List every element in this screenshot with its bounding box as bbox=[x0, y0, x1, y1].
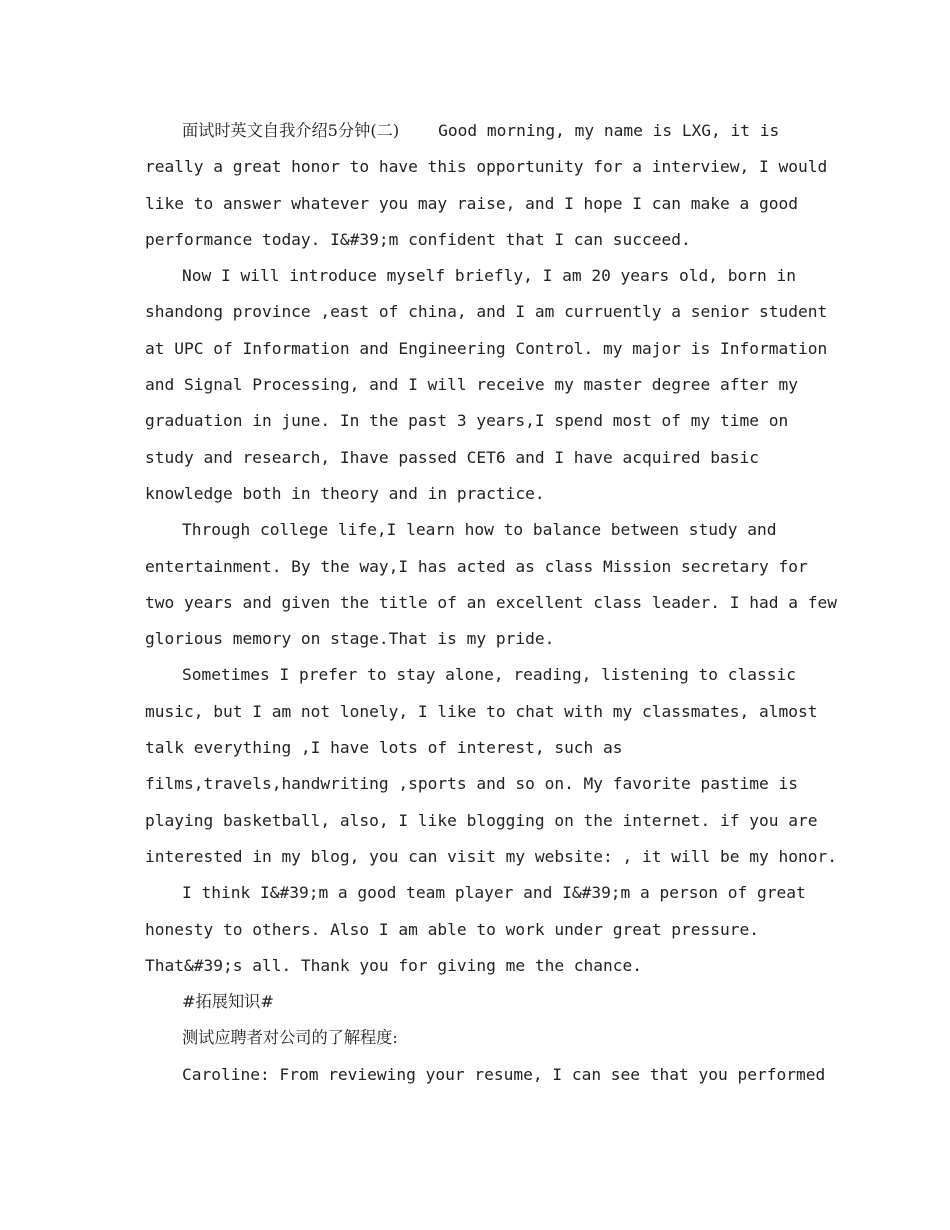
line-text: really a great honor to have this opportunity for a interview, I would bbox=[145, 157, 828, 177]
line-text: films,travels,handwriting ,sports and so on. My favorite pastime is bbox=[145, 774, 798, 794]
line-text: I think I&#39;m a good team player and I&#39;m a person of great bbox=[182, 883, 806, 903]
text-line bbox=[145, 912, 815, 948]
line-text: music, but I am not lonely, I like to chat with my classmates, almost bbox=[145, 701, 818, 721]
text-line bbox=[145, 149, 828, 185]
text-line bbox=[145, 113, 815, 149]
line-text: interested in my blog, you can visit my website: , it will be my honor. bbox=[145, 846, 837, 866]
line-text: entertainment. By the way,I has acted as class Mission secretary for bbox=[145, 556, 808, 576]
text-line bbox=[145, 549, 815, 585]
document-body bbox=[145, 113, 837, 1093]
line-text: shandong province ,east of china, and I am curruently a senior student bbox=[145, 302, 828, 322]
text-line bbox=[145, 367, 815, 403]
text-line bbox=[145, 258, 815, 294]
text-line bbox=[145, 512, 815, 548]
text-line bbox=[145, 1020, 815, 1056]
line-text: Good morning, my name is LXG, it is bbox=[399, 121, 780, 140]
text-line bbox=[145, 585, 837, 621]
text-line bbox=[145, 1057, 826, 1093]
text-line bbox=[145, 766, 815, 802]
heading-text: 测试应聘者对公司的了解程度: bbox=[182, 1028, 398, 1048]
line-text: honesty to others. Also I am able to work under great pressure. bbox=[145, 919, 759, 939]
line-text: Sometimes I prefer to stay alone, reading, listening to classic bbox=[182, 665, 796, 685]
line-text: and Signal Processing, and I will receive my master degree after my bbox=[145, 375, 798, 395]
text-line bbox=[145, 730, 815, 766]
line-text: playing basketball, also, I like blogging on the internet. if you are bbox=[145, 810, 818, 830]
line-text: Now I will introduce myself briefly, I am 20 years old, born in bbox=[182, 266, 796, 286]
text-line bbox=[145, 222, 815, 258]
line-text: two years and given the title of an excellent class leader. I had a few bbox=[145, 592, 837, 612]
heading-text: #拓展知识# bbox=[182, 992, 274, 1012]
text-line bbox=[145, 875, 815, 911]
line-text: study and research, Ihave passed CET6 and I have acquired basic bbox=[145, 447, 759, 467]
text-line bbox=[145, 476, 815, 512]
text-line bbox=[145, 294, 828, 330]
text-line bbox=[145, 657, 815, 693]
text-line bbox=[145, 839, 837, 875]
line-text: at UPC of Information and Engineering Control. my major is Information bbox=[145, 338, 828, 358]
text-line bbox=[145, 694, 818, 730]
text-line bbox=[145, 440, 815, 476]
text-line bbox=[145, 948, 815, 984]
text-line bbox=[145, 403, 815, 439]
line-text: Caroline: From reviewing your resume, I can see that you performed bbox=[182, 1064, 826, 1084]
line-text: like to answer whatever you may raise, and I hope I can make a good bbox=[145, 193, 798, 213]
line-text: graduation in june. In the past 3 years,I spend most of my time on bbox=[145, 411, 789, 431]
line-text: glorious memory on stage.That is my pride. bbox=[145, 629, 555, 649]
text-line bbox=[145, 186, 815, 222]
line-text: knowledge both in theory and in practice. bbox=[145, 483, 545, 503]
text-line bbox=[145, 331, 828, 367]
line-text: That&#39;s all. Thank you for giving me the chance. bbox=[145, 955, 643, 975]
line-text: talk everything ,I have lots of interest, such as bbox=[145, 738, 623, 758]
heading-text: 面试时英文自我介绍5分钟(二) bbox=[182, 121, 400, 140]
text-line bbox=[145, 803, 818, 839]
text-line bbox=[145, 621, 815, 657]
line-text: Through college life,I learn how to balance between study and bbox=[182, 520, 777, 540]
line-text: performance today. I&#39;m confident that I can succeed. bbox=[145, 229, 691, 249]
text-line bbox=[145, 984, 815, 1020]
